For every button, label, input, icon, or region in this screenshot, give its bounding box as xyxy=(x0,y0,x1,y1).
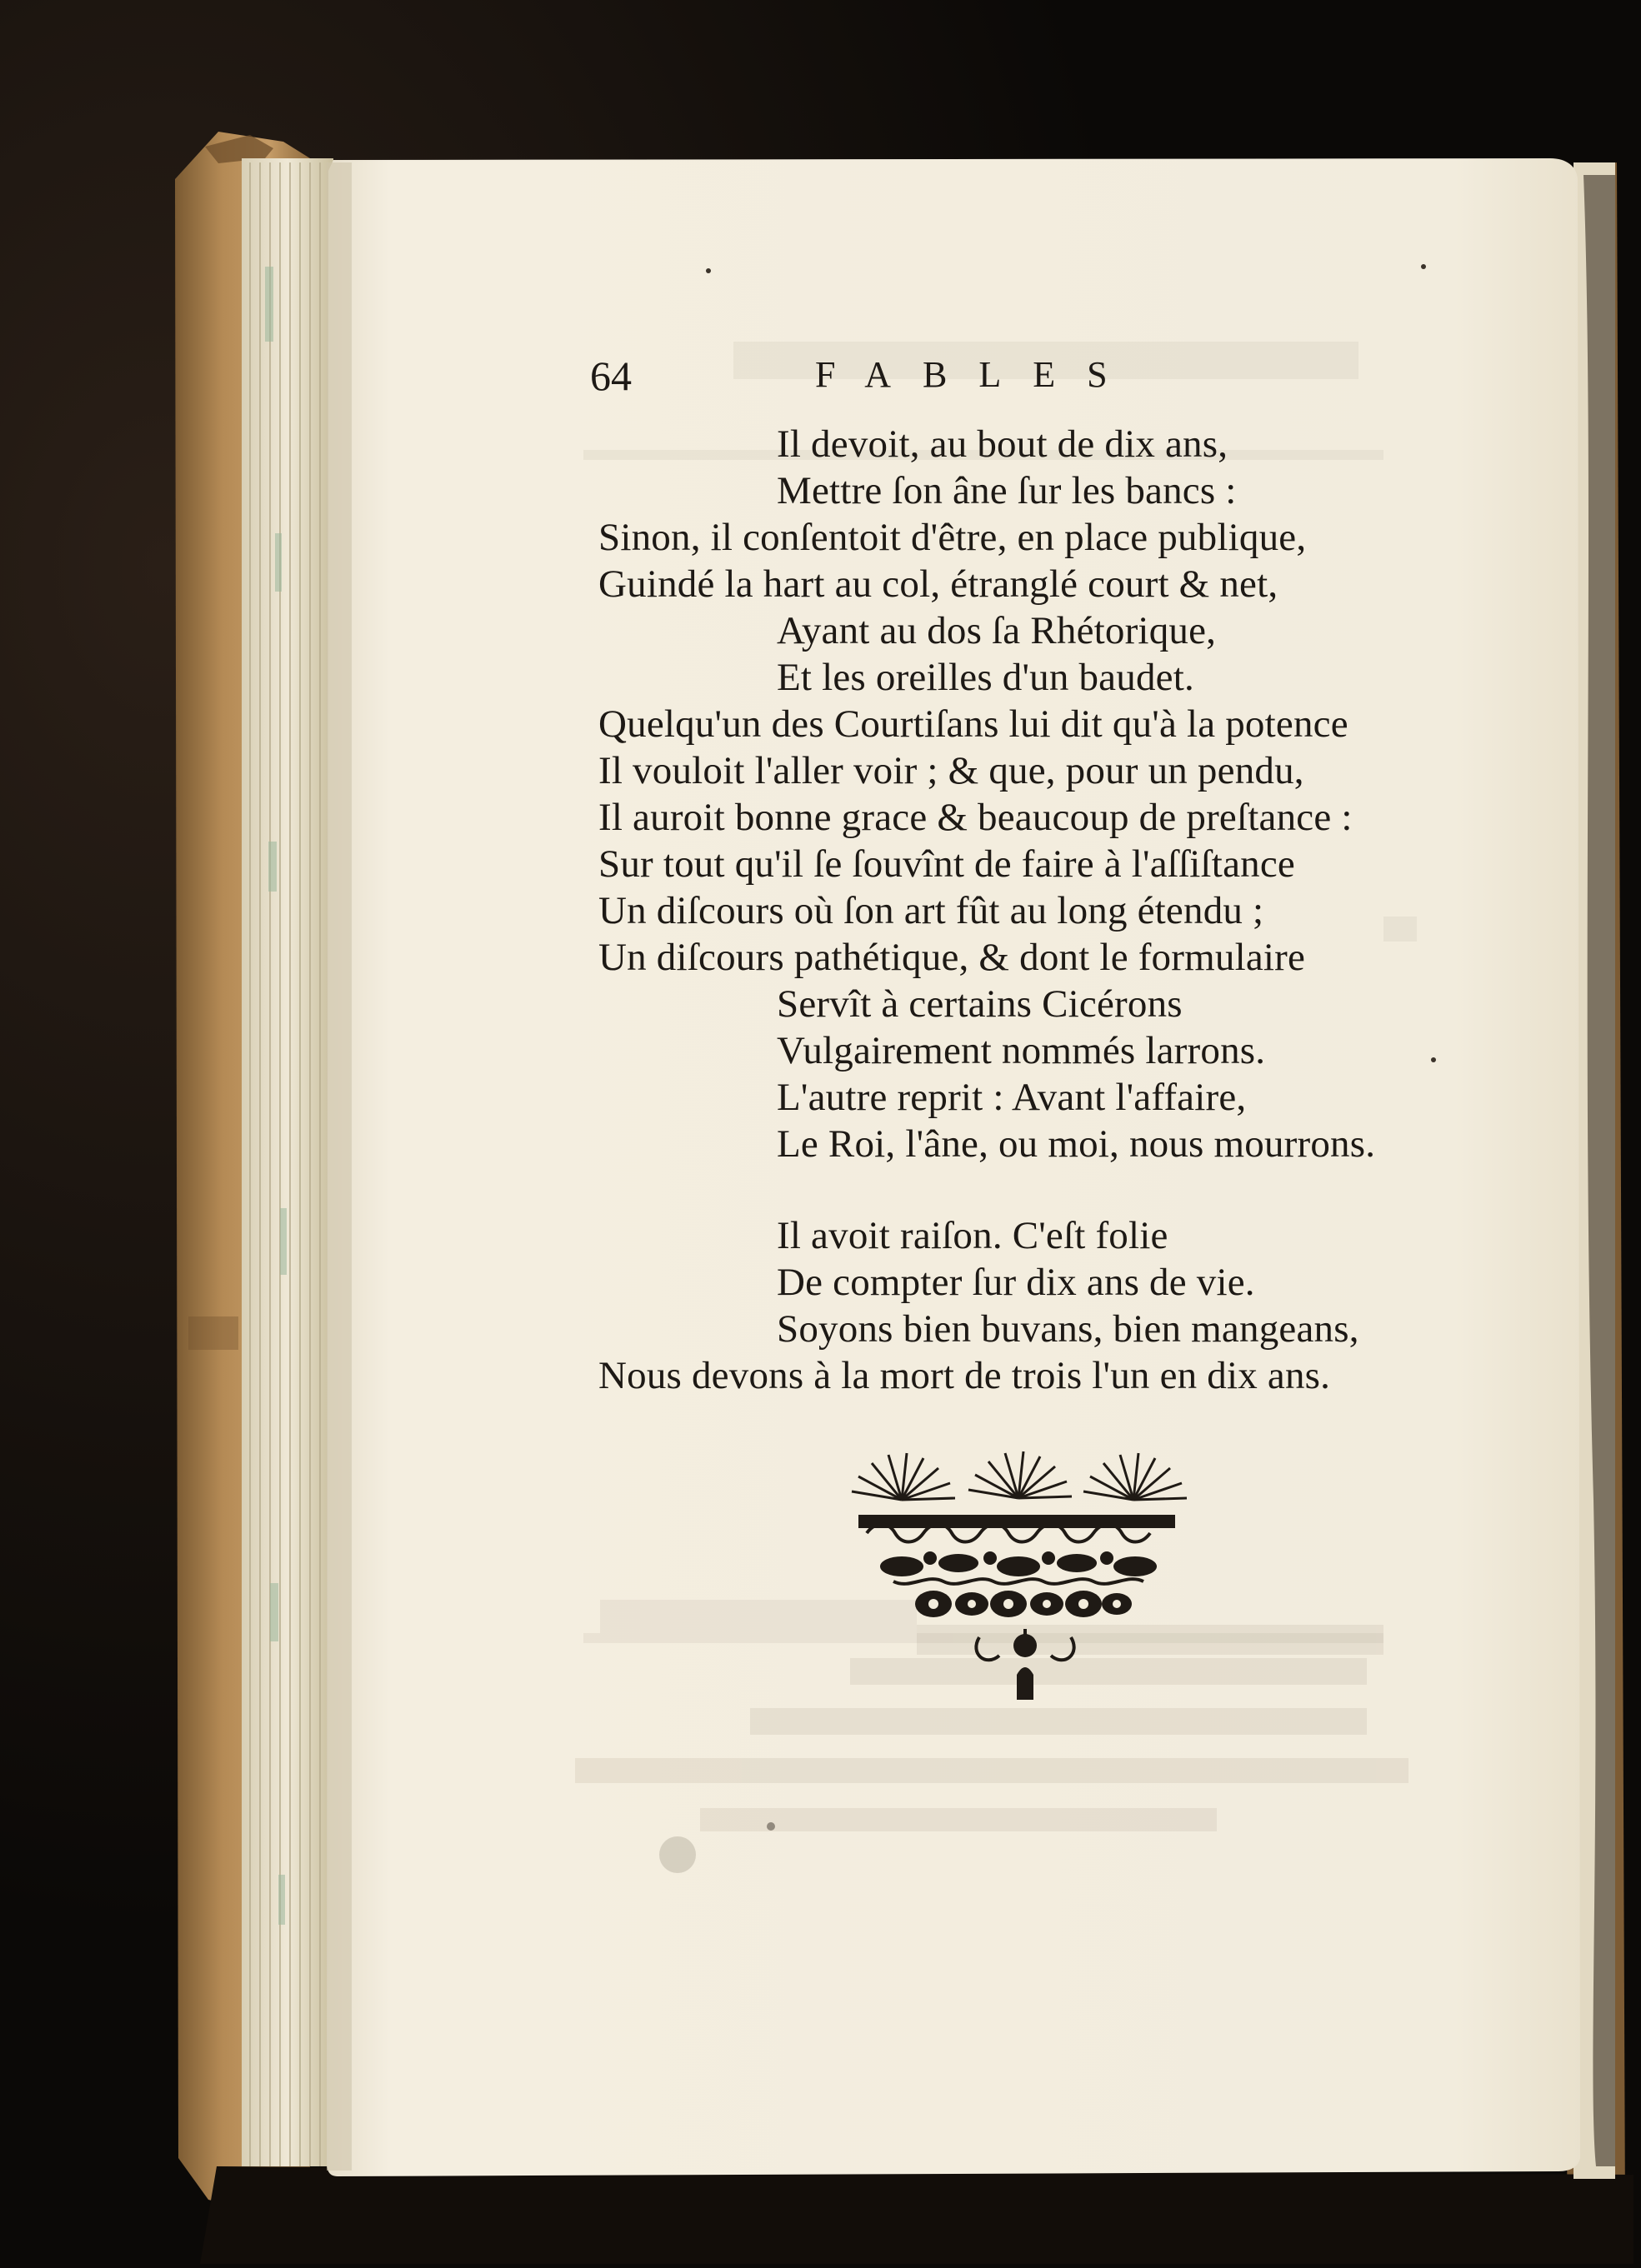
verse-line: Servît à certains Cicérons xyxy=(777,982,1183,1026)
verse-line: Sur tout qu'il ſe ſouvînt de faire à l'aſſiſtance xyxy=(598,842,1295,886)
verse-line: Vulgairement nommés larrons. xyxy=(777,1029,1266,1072)
verse-line: Il devoit, au bout de dix ans, xyxy=(777,422,1228,466)
running-head: FABLES xyxy=(815,354,1139,395)
verse-line: Guindé la hart au col, étranglé court & net, xyxy=(598,562,1278,606)
verse-line: Il vouloit l'aller voir ; & que, pour un pendu, xyxy=(598,749,1304,792)
verse-line: Le Roi, l'âne, ou moi, nous mourrons. xyxy=(777,1122,1376,1166)
verse-line: Et les oreilles d'un baudet. xyxy=(777,656,1194,699)
verse-line: Nous devons à la mort de trois l'un en dix ans. xyxy=(598,1354,1331,1397)
verse-line: Soyons bien buvans, bien mangeans, xyxy=(777,1307,1359,1351)
verse-line: Un diſcours pathétique, & dont le formulaire xyxy=(598,936,1306,979)
verse-line: Il avoit raiſon. C'eſt folie xyxy=(777,1214,1168,1257)
verse-line: Mettre ſon âne ſur les bancs : xyxy=(777,469,1237,512)
verse-line: De compter ſur dix ans de vie. xyxy=(777,1261,1255,1304)
verse-line: Quelqu'un des Courtiſans lui dit qu'à la potence xyxy=(598,702,1348,746)
page-number: 64 xyxy=(590,352,632,399)
verse-line: Ayant au dos ſa Rhétorique, xyxy=(777,609,1217,652)
verse-line: L'autre reprit : Avant l'affaire, xyxy=(777,1076,1247,1119)
verse-line: Un diſcours où ſon art fût au long étendu ; xyxy=(598,889,1264,932)
verse-line: Il auroit bonne grace & beaucoup de preſtance : xyxy=(598,796,1353,839)
verse-line: Sinon, il conſentoit d'être, en place publique, xyxy=(598,516,1307,559)
